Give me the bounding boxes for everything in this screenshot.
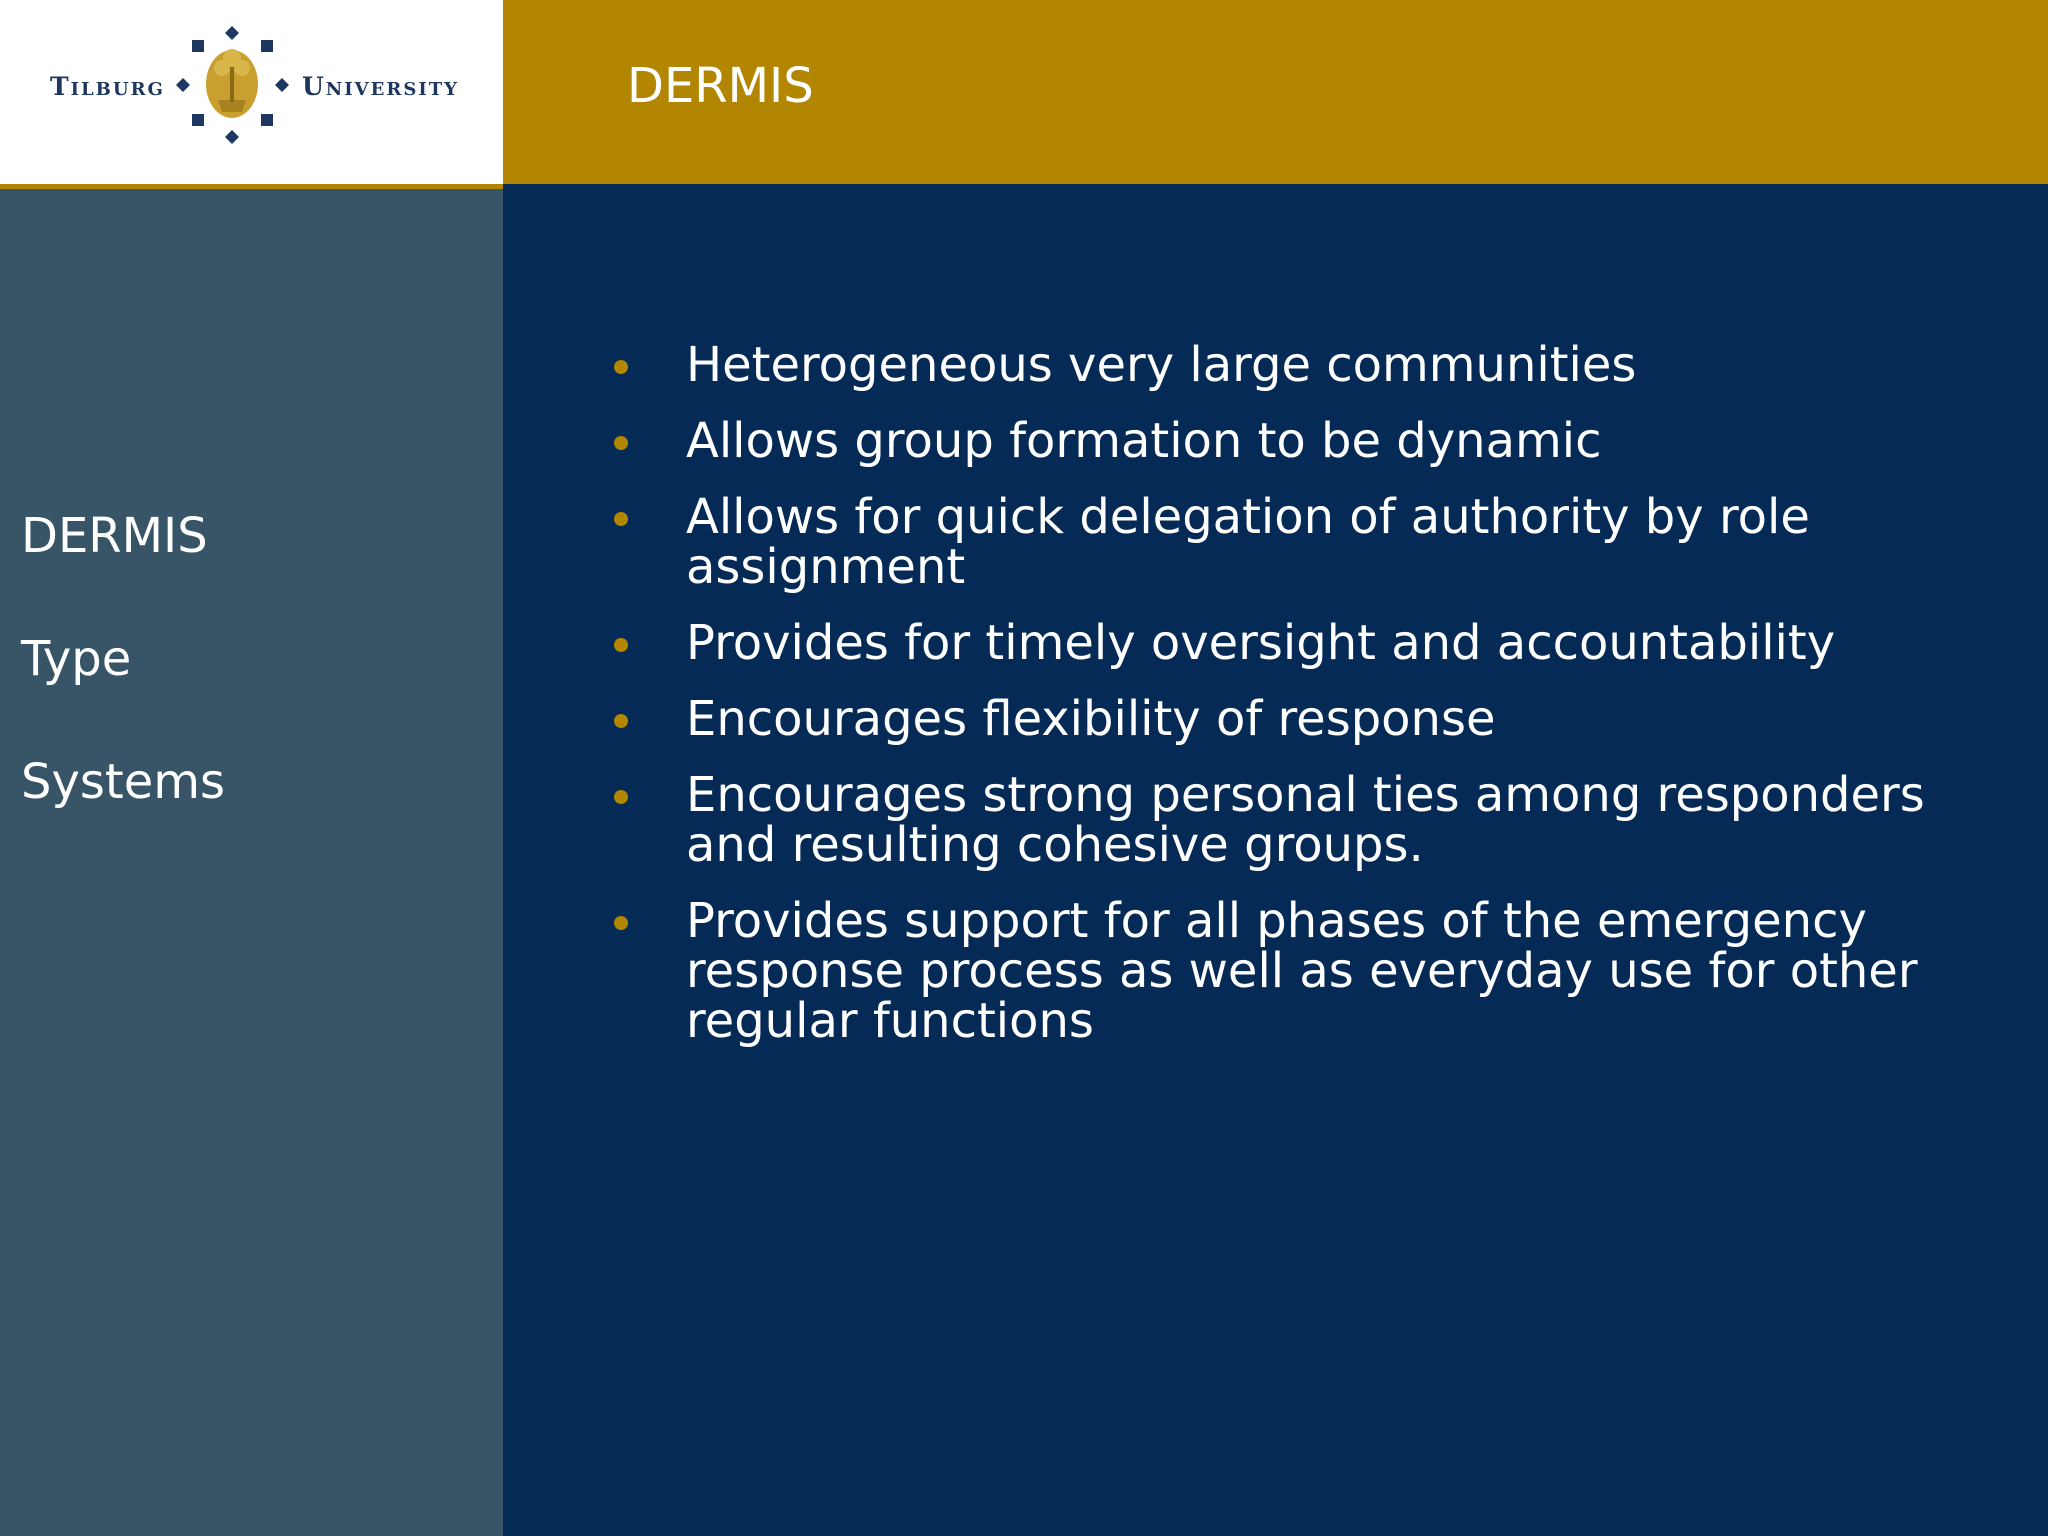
bullet-text: Encourages flexibility of response: [686, 691, 1496, 747]
bullet-list: [608, 337, 2008, 1072]
bullet-dot-icon: [614, 714, 628, 728]
university-logo: [0, 0, 503, 184]
bullet-dot-icon: [614, 512, 628, 526]
bullet-dot-icon: [614, 436, 628, 450]
sidebar-line-type: Type: [21, 631, 132, 687]
list-item: [608, 691, 2008, 747]
list-item: [608, 893, 2008, 1049]
logo-text-university: University: [302, 72, 459, 101]
list-item: [608, 337, 2008, 393]
list-item: [608, 489, 2008, 595]
bullet-text: Allows group formation to be dynamic: [686, 413, 1602, 469]
bullet-dot-icon: [614, 360, 628, 374]
bullet-text: Encourages strong personal ties among responders and resulting cohesive groups.: [686, 767, 1925, 873]
bullet-dot-icon: [614, 638, 628, 652]
logo-text-tilburg: Tilburg: [50, 72, 165, 101]
university-emblem-icon: [170, 22, 295, 150]
slide-title: DERMIS: [627, 58, 814, 114]
list-item: [608, 615, 2008, 671]
bullet-text: Allows for quick delegation of authority by role assignment: [686, 489, 1810, 595]
bullet-text: Provides support for all phases of the emergency response process as well as everyday use for other regular functions: [686, 893, 1918, 1049]
bullet-dot-icon: [614, 916, 628, 930]
bullet-dot-icon: [614, 790, 628, 804]
sidebar-line-dermis: DERMIS: [21, 508, 208, 564]
list-item: [608, 767, 2008, 873]
bullet-text: Heterogeneous very large communities: [686, 337, 1637, 393]
sidebar-line-systems: Systems: [21, 754, 225, 810]
bullet-text: Provides for timely oversight and accountability: [686, 615, 1836, 671]
sidebar: [0, 189, 503, 1536]
list-item: [608, 413, 2008, 469]
